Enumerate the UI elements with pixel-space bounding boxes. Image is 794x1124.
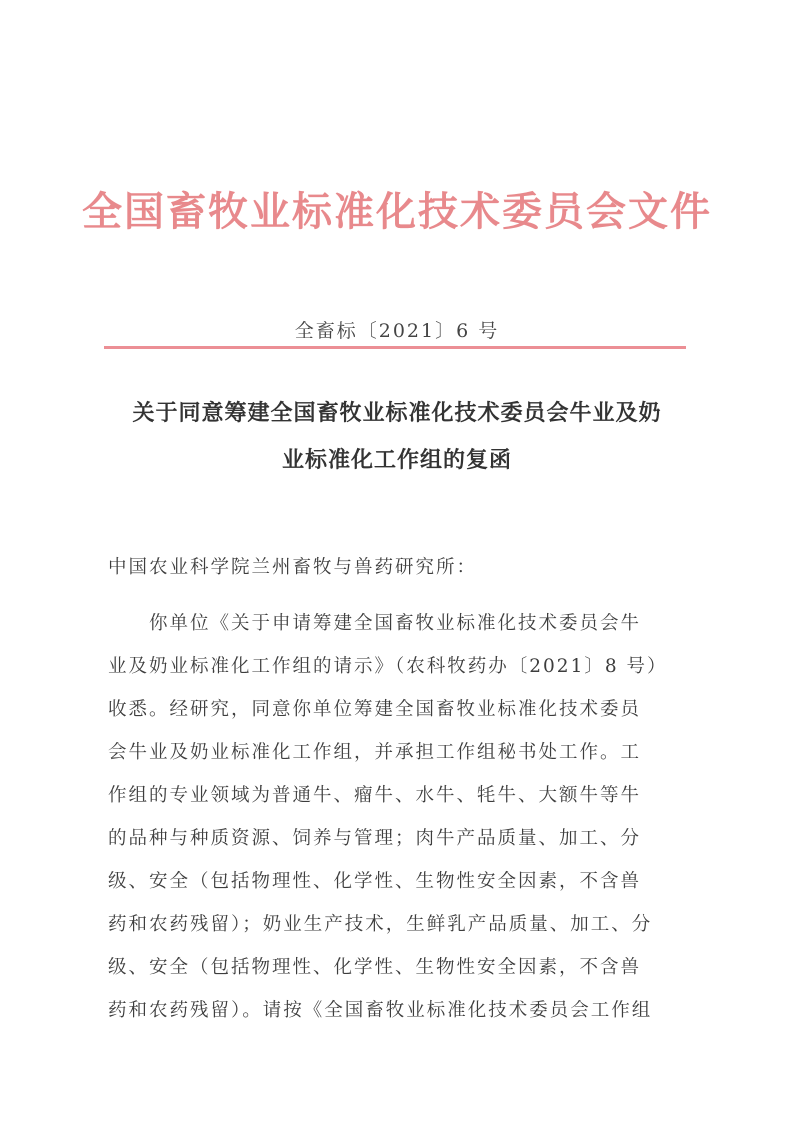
body-line: 你单位《关于申请筹建全国畜牧业标准化技术委员会牛 [108, 613, 642, 634]
letter-title-line-1: 关于同意筹建全国畜牧业标准化技术委员会牛业及奶 [132, 401, 662, 426]
body-line: 药和农药残留）；奶业生产技术，生鲜乳产品质量、加工、分 [108, 914, 653, 935]
body-line: 业及奶业标准化工作组的请示》（农科牧药办〔2021〕8 号） [108, 656, 668, 677]
body-line: 作组的专业领域为普通牛、瘤牛、水牛、牦牛、大额牛等牛 [108, 785, 642, 806]
body-line: 会牛业及奶业标准化工作组，并承担工作组秘书处工作。工 [108, 742, 642, 763]
body-line: 级、安全（包括物理性、化学性、生物性安全因素，不含兽 [108, 957, 642, 978]
letter-title-line-2: 业标准化工作组的复函 [281, 448, 512, 473]
body-line: 收悉。经研究，同意你单位筹建全国畜牧业标准化技术委员 [108, 699, 642, 720]
body-line: 的品种与种质资源、饲养与管理；肉牛产品质量、加工、分 [108, 828, 642, 849]
body-line: 级、安全（包括物理性、化学性、生物性安全因素，不含兽 [108, 871, 642, 892]
document-header-title: 全国畜牧业标准化技术委员会文件 [82, 188, 712, 235]
addressee: 中国农业科学院兰州畜牧与兽药研究所： [108, 557, 478, 578]
red-divider-line [104, 346, 686, 349]
document-number: 全畜标〔2021〕6 号 [294, 320, 500, 342]
body-line: 药和农药残留）。请按《全国畜牧业标准化技术委员会工作组 [108, 1000, 653, 1021]
